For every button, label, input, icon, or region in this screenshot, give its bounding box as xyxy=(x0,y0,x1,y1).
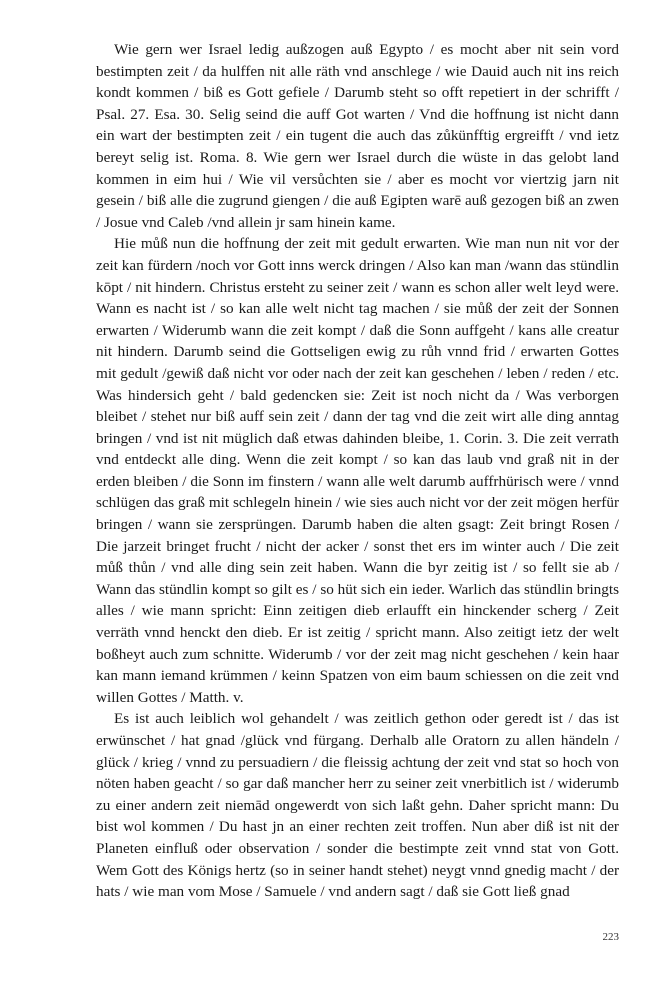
paragraph: Hie můß nun die hoffnung der zeit mit gedult erwarten. Wie man nun nit vor der zeit kan fürdern /noch vor Gott inns werck dringen / Also kan man /wann das stündlin kōpt / nit hindern. Christus ersteht zu seiner zeit / wann es schon aller welt leyd were. Wann es nacht ist / so kan alle welt nicht tag machen / sie můß der zeit der Sonnen erwarten / Widerumb wann die zeit kompt / daß die Sonn auffgeht / kans alle creatur nit hindern. Darumb seind die Gottseligen ewig zu růh vnnd frid / erwarten Gottes mit gedult /gewiß daß nicht vor oder nach der zeit kan geschehen / leben / reden / etc. Was hindersich geht / bald gedencken sie: Zeit ist noch nicht da / Was verborgen bleibet / stehet nur biß auff sein zeit / dann der tag vnd die zeit wirt alle ding anntag bringen / vnd ist nit müglich daß etwas dahinden bleibe, 1. Corin. 3. Die zeit verrath vnd entdeckt alle ding. Wenn die zeit kompt / so kan das laub vnd graß nit in der erden bleiben / die Sonn im finstern / wann alle welt darumb auffrhürisch were / vnnd schlügen das graß mit schlegeln hinein / wie sies auch nicht vor der zeit mögen herfür bringen / wann sie zersprüngen. Darumb haben die alten gsagt: Zeit bringt Rosen / Die jarzeit bringet frucht / nicht der acker / sonst thet ers im winter auch / Die zeit můß thůn / vnd alle ding sein zeit haben. Wann die byr zeitig ist / so fellt sie ab / Wann das stündlin kompt so gilt es / so hüt sich ein ieder. Warlich das stündlin bringts alles / wie mann spricht: Einn zeitigen dieb erlaufft ein hinckender scherg / Zeit verräth vnnd henckt den dieb. Er ist zeitig / spricht mann. Also zeitigt ietz der welt boßheyt auch zum schnitte. Widerumb / vor der zeit mag nicht geschehen / kein haar kan mann iemand krümmen / keinn Spatzen von eim baum schiessen on die zeit vnd willen Gottes / Matth. v. xyxy=(96,235,619,706)
page-number: 223 xyxy=(602,931,619,943)
page-text-block xyxy=(96,39,619,903)
paragraph: Wie gern wer Israel ledig außzogen auß Egypto / es mocht aber nit sein vord bestimpten zeit / da hulffen nit alle räth vnd anschlege / wie Dauid auch nit ins reich kondt kommen / biß es Gott gefiele / Darumb steht so offt repetiert in der schrifft / Psal. 27. Esa. 30. Selig seind die auff Got warten / Vnd die hoffnung ist nicht dann ein wart der bestimpten zeit / ein tugent die auch das zůkünfftig ergreifft / vnd ietz bereyt selig ist. Roma. 8. Wie gern wer Israel durch die wüste in das gelobt land kommen in eim hui / Wie vil versůchten sie / aber es mocht vor viertzig jarn nit gesein / biß alle die zugrund giengen / die auß Egipten warē auß gezogen biß an zwen / Josue vnd Caleb /vnd allein jr sam hinein kame. xyxy=(96,41,619,231)
paragraph: Es ist auch leiblich wol gehandelt / was zeitlich gethon oder geredt ist / das ist erwünschet / hat gnad /glück vnd fürgang. Derhalb alle Oratorn zu allen händeln / glück / krieg / vnnd zu persuadiern / die fleissig achtung der zeit vnd stat so hoch von nöten haben geacht / so gar daß mancher herr zu seiner zeit vnerbitlich ist / widerumb zu einer andern zeit niemād ongewerdt von sich laßt gehn. Daher spricht mann: Du bist wol kommen / Du hast jn an einer rechten zeit troffen. Nun aber diß ist nit der Planeten einfluß oder observation / sonder die bestimpte zeit vnnd stat von Gott. Wem Gott des Königs hertz (so in seiner handt stehet) neygt vnnd gnedig macht / der hats / wie man vom Mose / Samuele / vnd andern sagt / daß sie Gott ließ gnad xyxy=(96,710,619,901)
